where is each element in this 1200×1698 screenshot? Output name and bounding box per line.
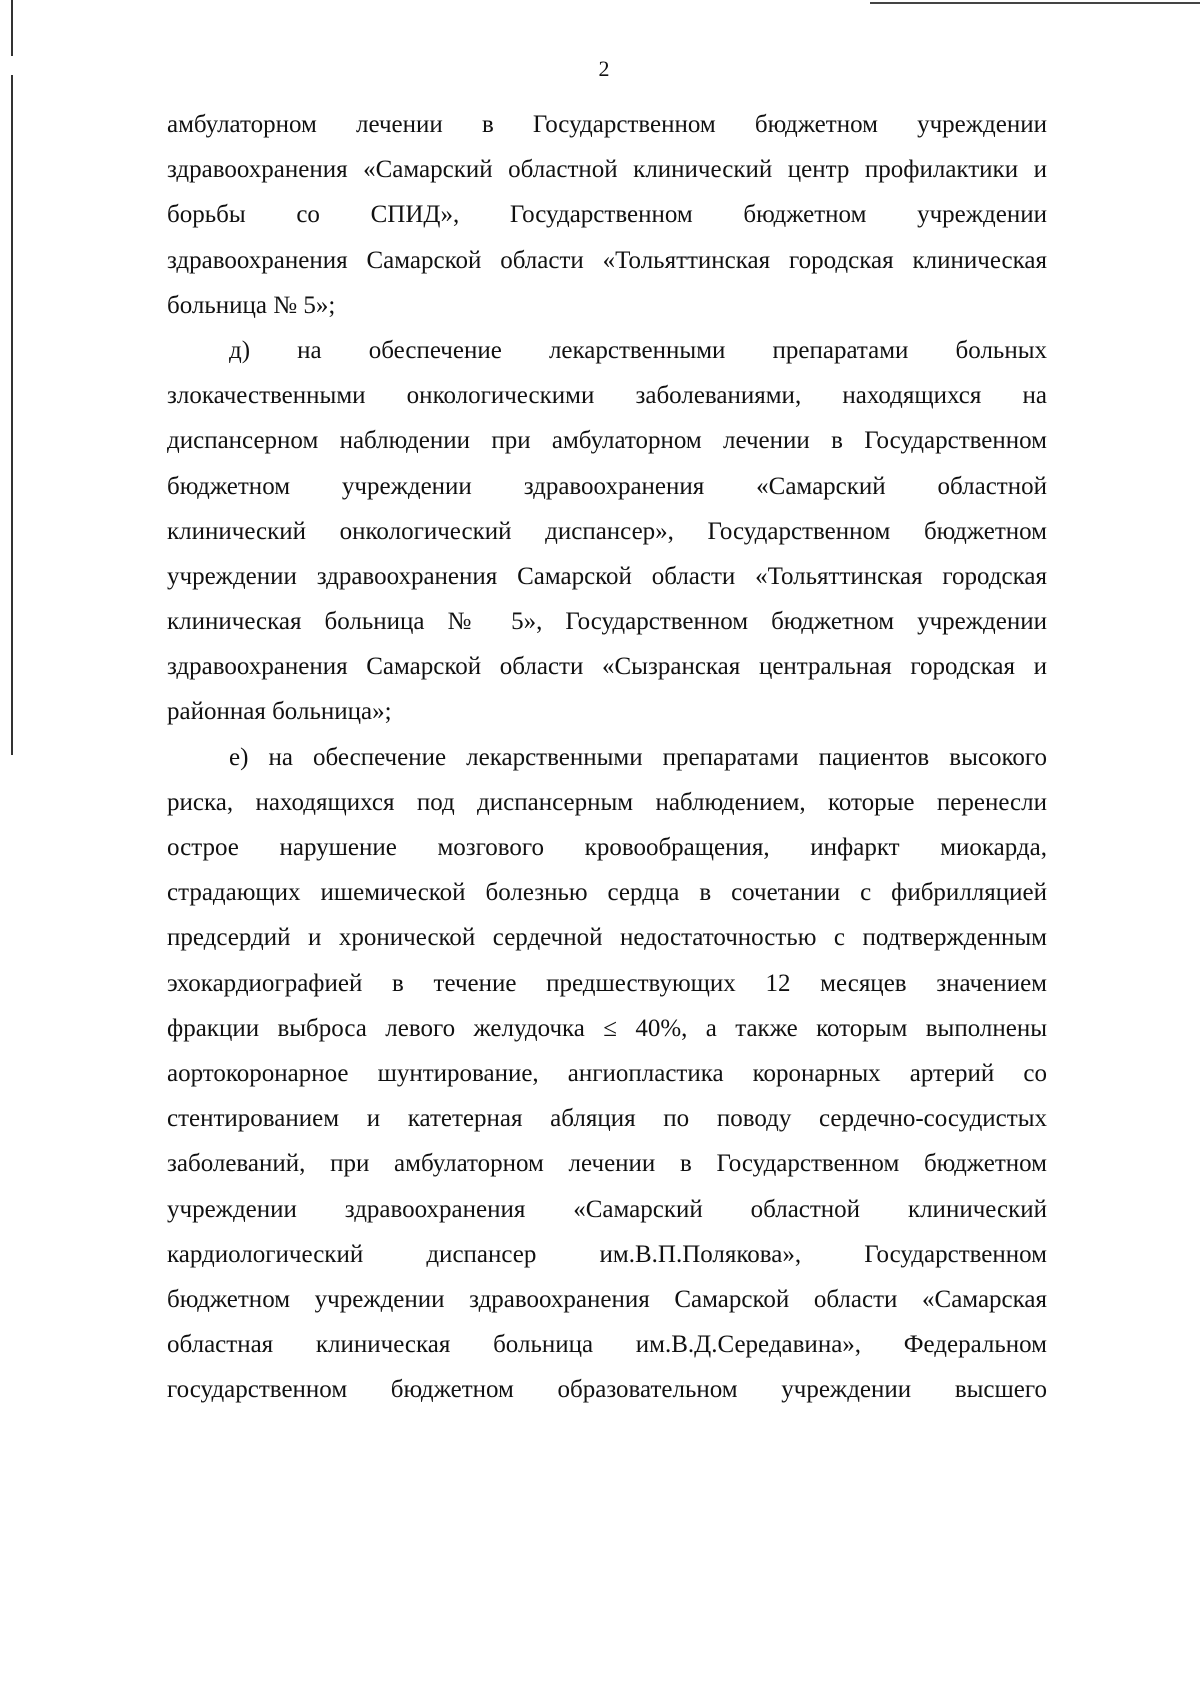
paragraph-d-start: д) на обеспечение лекарственными препаратами больных xyxy=(229,336,1047,364)
text-line: бюджетном учреждении здравоохранения Самарской области «Самарская xyxy=(167,1285,1047,1313)
text-line: эхокардиографией в течение предшествующих 12 месяцев значением xyxy=(167,969,1047,997)
text-line: борьбы со СПИД», Государственном бюджетном учреждении xyxy=(167,201,1047,229)
text-line: злокачественными онкологическими заболеваниями, находящихся на xyxy=(167,382,1047,410)
page-number: 2 xyxy=(598,56,610,81)
paragraph-e-start: е) на обеспечение лекарственными препаратами пациентов высокого xyxy=(229,743,1047,771)
text-line: фракции выброса левого желудочка ≤ 40%, а также которым выполнены xyxy=(167,1014,1047,1042)
text-line: клиническая больница № 5», Государственном бюджетном учреждении xyxy=(167,608,1047,636)
text-line: диспансерном наблюдении при амбулаторном лечении в Государственном xyxy=(167,427,1047,455)
text-line: предсердий и хронической сердечной недостаточностью с подтвержденным xyxy=(167,924,1047,952)
text-line: областная клиническая больница им.В.Д.Середавина», Федеральном xyxy=(167,1331,1047,1359)
text-line: здравоохранения «Самарский областной клинический центр профилактики и xyxy=(167,156,1047,184)
text-line: учреждении здравоохранения Самарской области «Тольяттинская городская xyxy=(167,562,1047,590)
text-line: больница № 5»; xyxy=(167,291,336,319)
text-line: страдающих ишемической болезнью сердца в сочетании с фибрилляцией xyxy=(167,879,1047,907)
text-line: острое нарушение мозгового кровообращения, инфаркт миокарда, xyxy=(167,834,1047,861)
text-line: аортокоронарное шунтирование, ангиопластика коронарных артерий со xyxy=(167,1059,1047,1087)
text-line: заболеваний, при амбулаторном лечении в Государственном бюджетном xyxy=(167,1150,1047,1178)
text-line: государственном бюджетном образовательном учреждении высшего xyxy=(167,1376,1047,1404)
text-line: бюджетном учреждении здравоохранения «Самарский областной xyxy=(167,472,1047,500)
text-line: учреждении здравоохранения «Самарский областной клинический xyxy=(167,1195,1047,1223)
text-line: кардиологический диспансер им.В.П.Полякова», Государственном xyxy=(167,1240,1047,1268)
scan-border-top xyxy=(870,2,1200,4)
document-body xyxy=(167,102,1047,1412)
text-line: клинический онкологический диспансер», Государственном бюджетном xyxy=(167,517,1047,545)
text-line: районная больница»; xyxy=(167,698,392,726)
scan-border-left-top xyxy=(11,0,13,56)
text-line: риска, находящихся под диспансерным наблюдением, которые перенесли xyxy=(167,788,1047,816)
text-line: стентированием и катетерная абляция по поводу сердечно-сосудистых xyxy=(167,1105,1047,1133)
text-line: амбулаторном лечении в Государственном бюджетном учреждении xyxy=(167,111,1047,138)
text-line: здравоохранения Самарской области «Тольяттинская городская клиническая xyxy=(167,246,1047,274)
scan-border-left xyxy=(11,75,13,755)
text-line: здравоохранения Самарской области «Сызранская центральная городская и xyxy=(167,653,1047,681)
